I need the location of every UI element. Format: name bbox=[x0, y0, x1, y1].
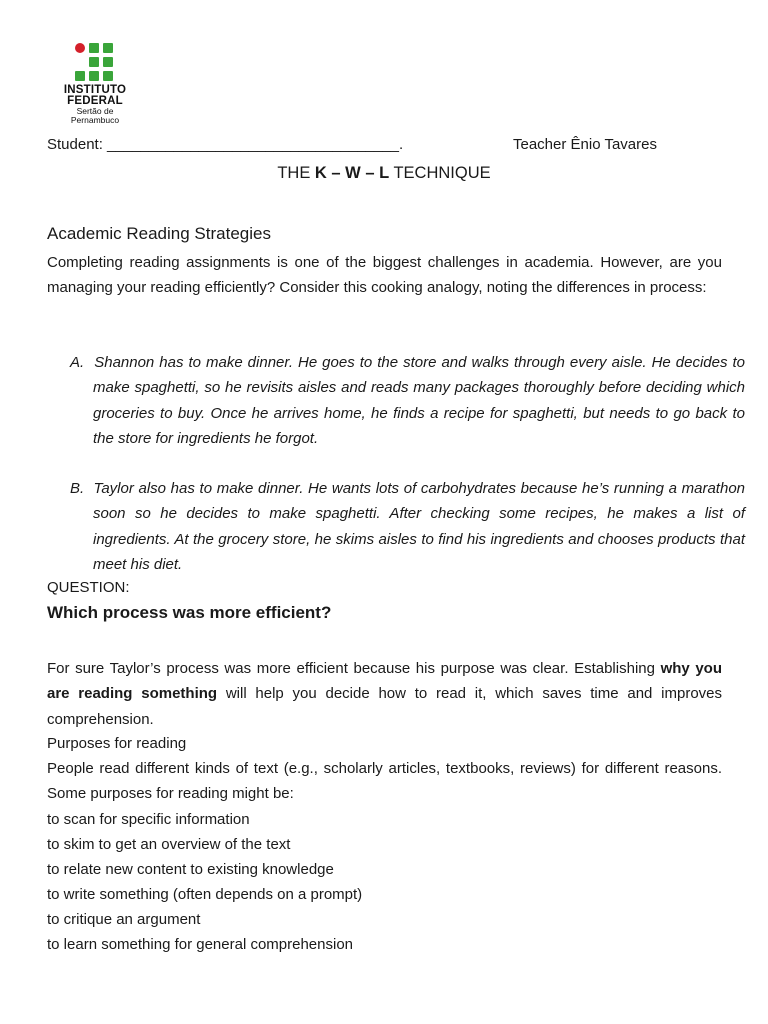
student-name-line: Student: ___________________________________. bbox=[47, 136, 404, 153]
section-title: Academic Reading Strategies bbox=[47, 224, 271, 243]
purpose-item: to critique an argument bbox=[47, 911, 201, 928]
logo-line-2: FEDERAL bbox=[67, 95, 123, 107]
purpose-item: to write something (often depends on a prompt) bbox=[47, 886, 363, 903]
logo-mark bbox=[75, 43, 115, 83]
logo-line-1: INSTITUTO bbox=[63, 84, 127, 96]
teacher-name: Teacher Ênio Tavares bbox=[513, 136, 657, 153]
answer-paragraph bbox=[47, 656, 722, 732]
logo-red-circle bbox=[75, 43, 85, 53]
item-text: Shannon has to make dinner. He goes to the store and walks through every aisle. He decides to make spaghetti, so he revisits aisles and reads many packages thoroughly before deciding which groceries to buy. Once he arrives home, he finds a recipe for spaghetti, but needs to go back to the store for ingredients he forgot. bbox=[93, 354, 745, 447]
list-item-b bbox=[70, 476, 745, 577]
logo-square bbox=[103, 57, 113, 67]
intro-paragraph: Completing reading assignments is one of the biggest challenges in academia. However, are you managing your reading efficiently? Consider this cooking analogy, noting the differences in process: bbox=[47, 254, 722, 297]
logo-line-4: Pernambuco bbox=[70, 115, 120, 125]
logo-square bbox=[103, 43, 113, 53]
item-text: Taylor also has to make dinner. He wants lots of carbohydrates because he’s running a marathon soon so he decides to make spaghetti. After checking some recipes, he makes a list of ingredients. At the grocery store, he skims aisles to find his ingredients and chooses products that meet his diet. bbox=[93, 480, 745, 573]
logo-square bbox=[89, 57, 99, 67]
question-label: QUESTION: bbox=[47, 579, 130, 596]
purpose-item: to skim to get an overview of the text bbox=[47, 836, 291, 853]
answer-emphasis: why you are reading something bbox=[47, 660, 722, 703]
title-kwl: K – W – L bbox=[314, 164, 390, 182]
answer-text-1: For sure Taylor’s process was more efficient because his purpose was clear. Establishing bbox=[47, 660, 661, 677]
item-marker: A. bbox=[70, 354, 85, 371]
logo-square bbox=[103, 71, 113, 81]
logo-line-3: Sertão de bbox=[76, 106, 114, 116]
purposes-heading: Purposes for reading bbox=[47, 735, 187, 752]
title-suffix: TECHNIQUE bbox=[389, 164, 491, 182]
list-item-a bbox=[70, 350, 745, 451]
logo-square bbox=[89, 71, 99, 81]
page-title bbox=[0, 164, 768, 183]
purpose-item: to learn something for general comprehension bbox=[47, 936, 354, 953]
purposes-intro: People read different kinds of text (e.g., scholarly articles, textbooks, reviews) for different reasons. Some purposes for reading might be: bbox=[47, 760, 722, 803]
purpose-item: to relate new content to existing knowledge bbox=[47, 861, 334, 878]
answer-text-2: will help you decide how to read it, which saves time and improves comprehension. bbox=[47, 685, 722, 728]
logo-square bbox=[75, 71, 85, 81]
item-marker: B. bbox=[70, 480, 85, 497]
title-prefix: THE bbox=[277, 164, 315, 182]
purpose-item: to scan for specific information bbox=[47, 811, 250, 828]
question-heading: Which process was more efficient? bbox=[47, 603, 332, 622]
institution-logo bbox=[60, 43, 130, 125]
logo-square bbox=[89, 43, 99, 53]
